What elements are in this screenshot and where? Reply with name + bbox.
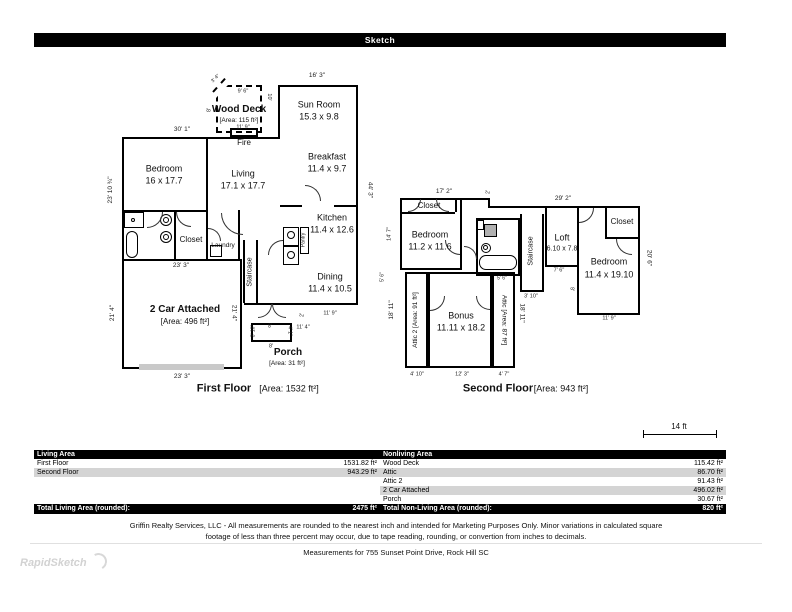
wall: [455, 198, 457, 212]
area-label-wood-deck: [Area: 115 ft²]: [219, 116, 259, 124]
sketch-title: Sketch: [364, 35, 396, 45]
wall: [122, 139, 124, 369]
wall: [545, 206, 547, 265]
area-label-garage: [Area: 496 ft²]: [160, 317, 210, 326]
dim-label: 30' 1": [173, 125, 191, 133]
table-row: [34, 486, 726, 495]
dim-label: 10': [265, 93, 272, 101]
toilet-icon: [163, 234, 169, 240]
nonliving-footer-half: [380, 504, 726, 514]
wall: [278, 87, 280, 137]
dim-label: 20' 6": [645, 249, 653, 267]
dim-label: 8': [206, 107, 213, 113]
door-arc: [147, 212, 163, 228]
nonliving-row-half: [380, 459, 726, 468]
address-line: Measurements for 755 Sunset Point Drive, Rock Hill SC: [303, 548, 489, 557]
rapidsketch-watermark: RapidSketch: [20, 557, 87, 569]
room-label-porch: Porch: [273, 347, 303, 358]
dim-label: 3' 10": [250, 324, 257, 338]
row-value: [282, 495, 380, 504]
dim-label: 21' 4": [108, 304, 116, 322]
scale-bar-tick: [716, 430, 717, 438]
room-label-breakfast: Breakfast: [307, 151, 347, 162]
disclaimer-line-1: Griffin Realty Services, LLC - All measurements are rounded to the nearest inch and intended for Marketing Purposes Only. Minor variations in calculated square: [129, 521, 663, 530]
dim-label: 5' 6": [497, 275, 507, 282]
room-label-sun-room: Sun Room: [297, 99, 341, 110]
header-spacer: [282, 450, 380, 459]
wall: [488, 206, 640, 208]
door-arc: [268, 240, 283, 255]
room-dim-loft: 6.10 x 7.8: [546, 245, 578, 253]
room-label-living: Living: [231, 168, 255, 179]
table-row: [34, 459, 726, 468]
dim-label: 8': [568, 287, 575, 291]
wall: [520, 290, 544, 292]
row-label: [34, 486, 282, 495]
burner-icon: [287, 231, 295, 239]
dim-label: 23' 3": [173, 372, 191, 380]
living-row-half: [34, 459, 380, 468]
dim-label: 3' 4": [210, 73, 222, 85]
door-arc: [176, 212, 191, 227]
scale-bar-label: 14 ft: [671, 422, 687, 431]
divider-line: [30, 543, 762, 544]
wall: [520, 214, 522, 292]
row-value: 91.43 ft²: [697, 478, 723, 485]
dim-label: 11' 4": [296, 324, 310, 331]
door-arc: [305, 185, 321, 201]
room-label-wood-deck: Wood Deck: [211, 104, 267, 115]
living-row-half: [34, 477, 380, 486]
living-footer-half: [34, 504, 380, 514]
room-dim-living: 17.1 x 17.7: [220, 180, 266, 191]
living-row-half: [34, 495, 380, 504]
dim-label: 44' 3": [366, 181, 374, 199]
room-label-staircase: Staircase: [246, 257, 254, 287]
toilet-icon: [483, 245, 488, 250]
wall: [605, 206, 607, 237]
room-label-bonus: Bonus: [448, 310, 474, 321]
row-value: 496.02 ft²: [693, 487, 723, 494]
room-label-closet: Closet: [417, 201, 441, 210]
second-floor-title: Second Floor: [462, 382, 534, 395]
room-label-attic2: Attic 2 [Area: 91 ft²]: [411, 292, 419, 348]
wall: [400, 212, 455, 214]
wall: [638, 208, 640, 313]
wall: [278, 85, 358, 87]
dim-label: 16' 3": [308, 71, 326, 79]
garage-door: [139, 364, 224, 370]
bathtub-icon: [126, 231, 138, 258]
row-label: [34, 495, 282, 504]
total-living-value: 2475 ft²: [352, 505, 377, 512]
wall: [256, 240, 258, 303]
door-arc: [208, 228, 221, 241]
table-row: [34, 468, 726, 477]
room-dim-bonus: 11.11 x 18.2: [436, 322, 486, 333]
room-label-kitchen: Kitchen: [316, 212, 348, 223]
dim-label: 17' 2": [435, 187, 453, 195]
dim-label: 18' 11": [387, 300, 395, 320]
room-label-bedroom: Bedroom: [590, 256, 628, 267]
living-header-half: [34, 450, 380, 459]
row-label: First Floor: [37, 460, 69, 467]
total-living-label: Total Living Area (rounded):: [37, 505, 130, 512]
nonliving-row-half: [380, 486, 726, 495]
shower-icon: [484, 224, 497, 237]
dim-label: 4' 1": [286, 326, 293, 336]
dim-label: 18' 11": [518, 303, 526, 323]
dim-label: 8': [268, 323, 272, 330]
dim-label: 2': [299, 313, 306, 317]
dim-label: 2': [485, 190, 492, 194]
dim-label: 4' 7": [498, 371, 510, 378]
row-label: Wood Deck: [383, 460, 420, 467]
dim-label: 8': [268, 343, 274, 350]
room-label-fire: Fire: [237, 138, 251, 147]
row-value: [282, 486, 380, 495]
room-dim-dining: 11.4 x 10.5: [308, 283, 352, 294]
wall: [542, 214, 544, 292]
sketch-title-bar: [34, 33, 726, 47]
nonliving-header-half: [380, 450, 726, 459]
living-row-half: [34, 486, 380, 495]
wall: [356, 85, 358, 305]
first-floor-title: First Floor: [196, 382, 252, 395]
dim-label: 11' 9": [236, 124, 250, 131]
sink-drain-icon: [131, 218, 135, 222]
door-arc: [616, 239, 632, 255]
sink-icon: [477, 220, 484, 230]
room-dim-bedroom: 11.2 x 11.6: [408, 241, 452, 252]
table-footer-row: [34, 504, 726, 514]
row-value: 86.70 ft²: [697, 469, 723, 476]
dim-label: 12' 3": [455, 371, 469, 378]
room-dim-breakfast: 11.4 x 9.7: [307, 163, 347, 174]
row-value: 115.42 ft²: [693, 460, 723, 467]
wall: [206, 137, 208, 212]
dim-label: 4' 10": [410, 371, 424, 378]
row-label: [34, 477, 282, 486]
wall: [400, 200, 402, 270]
dim-label: 11' 9": [323, 310, 337, 317]
room-label-dining: Dining: [317, 271, 343, 282]
wall: [400, 268, 460, 270]
row-label: Attic 2: [383, 478, 403, 485]
row-label: Porch: [383, 496, 402, 503]
living-area-header: Living Area: [37, 451, 75, 458]
table-row: [34, 477, 726, 486]
wall: [243, 240, 245, 303]
header-spacer: [628, 450, 726, 459]
wall: [122, 137, 280, 139]
french-door-arc: [258, 304, 272, 318]
scale-bar-line: [643, 434, 717, 435]
wall: [280, 205, 302, 207]
door-arc: [221, 213, 243, 235]
room-label-laundry: Laundry: [211, 241, 235, 249]
room-label-loft: Loft: [554, 232, 570, 243]
row-value: 30.67 ft²: [697, 496, 723, 503]
room-label-attic: Attic [Area: 87 ft²]: [500, 294, 508, 346]
room-label-staircase: Staircase: [527, 236, 535, 266]
room-dim-bedroom: 11.4 x 19.10: [584, 269, 634, 280]
wall: [334, 205, 358, 207]
dim-label: 3' 10": [524, 293, 538, 300]
scale-bar-tick: [643, 430, 644, 438]
dim-label: 5' 6": [379, 272, 386, 282]
bathtub-icon: [479, 255, 517, 270]
table-header-row: [34, 450, 726, 459]
wall: [122, 259, 242, 261]
wall: [174, 212, 176, 259]
wall: [240, 259, 242, 369]
dim-label: 23' 3": [172, 261, 190, 269]
nonliving-row-half: [380, 477, 726, 486]
second-floor-area: [Area: 943 ft²]: [533, 383, 589, 394]
toilet-icon: [163, 217, 169, 223]
room-label-closet: Closet: [179, 235, 203, 244]
nonliving-area-header: Nonliving Area: [383, 451, 433, 458]
row-label: Attic: [383, 469, 397, 476]
total-nonliving-value: 820 ft²: [702, 505, 723, 512]
room-dim-kitchen: 11.4 x 12.6: [310, 224, 354, 235]
first-floor-area: [Area: 1532 ft²]: [259, 383, 319, 394]
room-label-bedroom: Bedroom: [411, 229, 449, 240]
total-nonliving-label: Total Non-Living Area (rounded):: [383, 505, 492, 512]
area-summary-table: [34, 450, 726, 514]
room-label-pantry: Pantry: [300, 232, 307, 248]
row-value: 1531.82 ft²: [343, 460, 377, 467]
kitchen-sink-drain-icon: [287, 251, 295, 259]
door-arc: [579, 208, 594, 223]
room-dim-bedroom: 16 x 17.7: [145, 175, 183, 186]
wall: [460, 198, 462, 270]
nonliving-row-half: [380, 468, 726, 477]
dim-label: 9' 6": [237, 88, 249, 95]
row-label: 2 Car Attached: [383, 487, 430, 494]
dim-label: 7' 6": [553, 267, 565, 274]
room-label-garage: 2 Car Attached: [149, 304, 221, 315]
room-label-bedroom: Bedroom: [145, 163, 183, 174]
dim-label: 14' 7": [386, 227, 393, 241]
dim-label: 29' 2": [554, 194, 572, 202]
table-row: [34, 495, 726, 504]
dim-label: 23' 10 ¾": [106, 176, 114, 204]
room-label-closet: Closet: [610, 217, 634, 226]
room-dim-sun-room: 15.3 x 9.8: [299, 111, 339, 122]
disclaimer-line-2: footage of less than three percent may occur, due to tape reading, rounding, or convertion from inches to decimals.: [205, 532, 587, 541]
row-label: Second Floor: [37, 469, 79, 476]
living-row-half: [34, 468, 380, 477]
dim-label: 21' 4": [230, 304, 238, 322]
dim-label: 11' 9": [602, 315, 616, 322]
nonliving-row-half: [380, 495, 726, 504]
french-door-arc: [272, 304, 286, 318]
row-value: 943.29 ft²: [347, 469, 377, 476]
row-value: [282, 477, 380, 486]
area-label-porch: [Area: 31 ft²]: [269, 359, 305, 367]
